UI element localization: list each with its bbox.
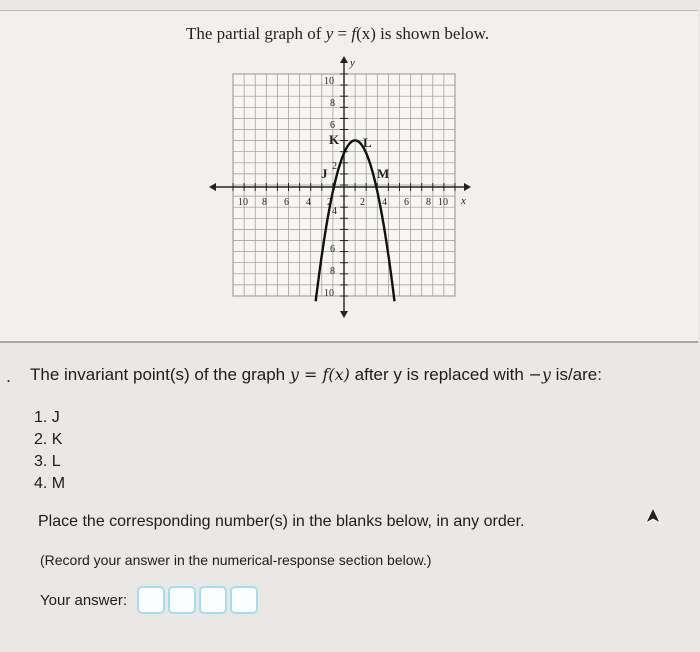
answer-row [40, 585, 261, 615]
option-item: 1. J [34, 409, 60, 426]
x-tick-label: 2 [360, 197, 365, 208]
y-tick-label: 10 [324, 76, 334, 87]
y-tick-label: 6 [330, 244, 335, 255]
answer-box-4[interactable] [230, 586, 258, 614]
answer-box-3[interactable] [199, 586, 227, 614]
x-tick-label: 8 [262, 197, 267, 208]
question-text: The invariant point(s) of the graph y = f(x) after y is replaced with −y is/are: [30, 365, 602, 384]
answer-box-2[interactable] [168, 586, 196, 614]
instructions-text: Place the corresponding number(s) in the blanks below, in any order. [38, 513, 525, 530]
point-label-j: J [321, 166, 328, 181]
y-tick-label: 2 [332, 161, 337, 172]
y-tick-label: 4 [332, 206, 337, 217]
x-tick-label: 8 [426, 197, 431, 208]
y-axis-label: y [350, 57, 355, 69]
point-label-m: M [377, 166, 390, 181]
function-graph [205, 52, 485, 322]
x-tick-label: 10 [438, 197, 448, 208]
option-item: 2. K [34, 431, 63, 448]
options-list [34, 407, 65, 495]
x-tick-label: 6 [284, 197, 289, 208]
x-tick-label: 4 [306, 197, 311, 208]
answer-label: Your answer: [40, 591, 127, 609]
y-tick-label: 10 [324, 288, 334, 299]
x-tick-label: 10 [238, 197, 248, 208]
record-note: (Record your answer in the numerical-response section below.) [40, 552, 432, 568]
point-label-l: L [363, 135, 372, 150]
x-tick-label: 6 [404, 197, 409, 208]
x-axis-label: x [461, 195, 466, 207]
option-item: 3. L [34, 453, 61, 470]
question-marker: . [6, 366, 12, 386]
point-label-k: K [329, 132, 340, 147]
y-tick-label: 6 [330, 120, 335, 131]
y-tick-label: 8 [330, 98, 335, 109]
x-tick-label: 2 [327, 197, 332, 208]
mouse-cursor-icon [645, 507, 661, 525]
y-tick-label: 8 [330, 266, 335, 277]
x-tick-label: 4 [382, 197, 387, 208]
answer-box-1[interactable] [137, 586, 165, 614]
problem-stem: The partial graph of y = f(x) is shown below. [186, 24, 490, 43]
option-item: 4. M [34, 475, 66, 492]
